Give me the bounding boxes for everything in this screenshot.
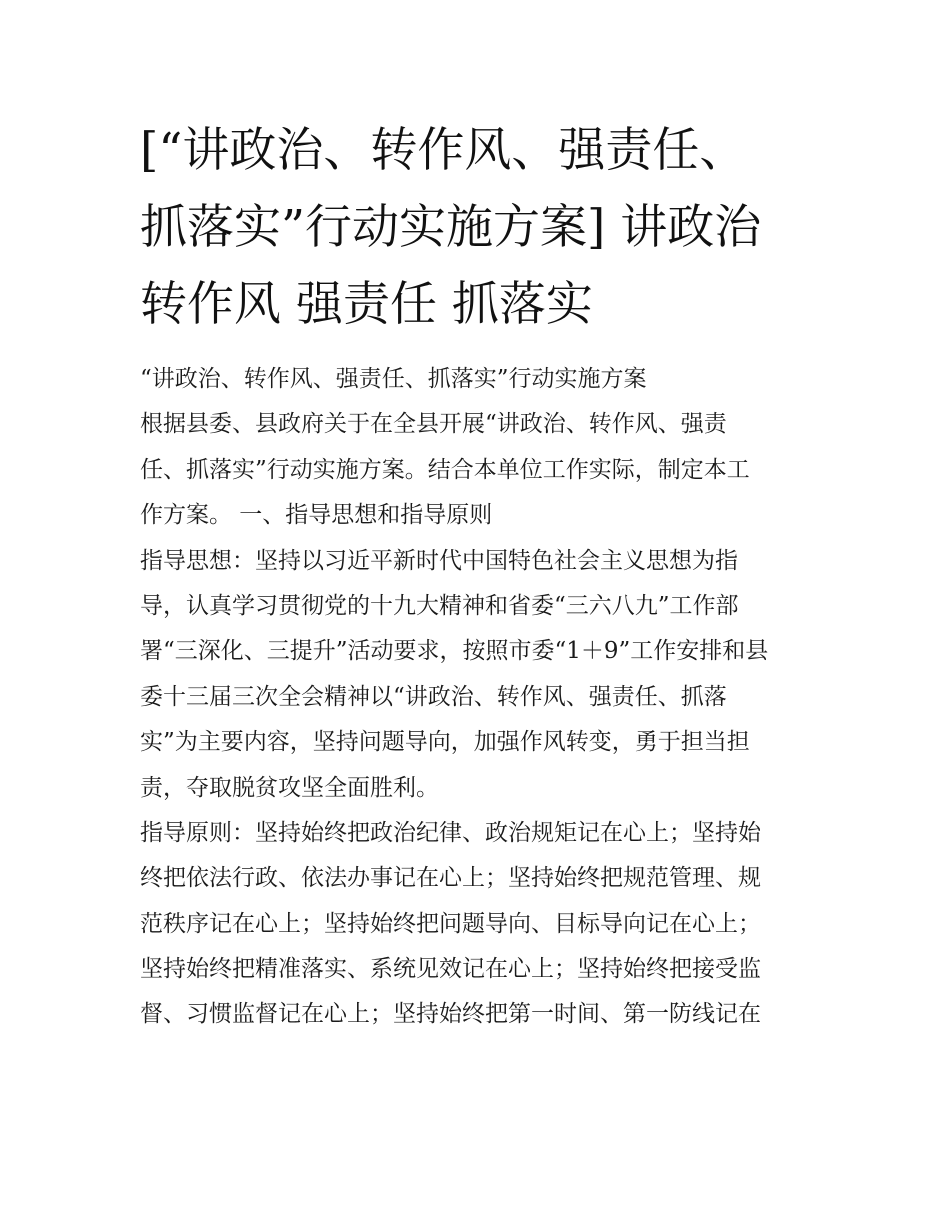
body-line: 作方案。 一、指导思想和指导原则 [140, 502, 493, 529]
title-line: 转作风 强责任 抓落实 [140, 277, 593, 332]
body-line: 任、抓落实”行动实施方案。结合本单位工作实际，制定本工 [140, 456, 750, 483]
document-body [140, 357, 820, 1038]
body-line: 委十三届三次全会精神以“讲政治、转作风、强责任、抓落 [140, 683, 727, 710]
body-line: 督、习惯监督记在心上；坚持始终把第一时间、第一防线记在 [140, 1001, 761, 1028]
body-line: 指导思想：坚持以习近平新时代中国特色社会主义思想为指 [140, 547, 738, 574]
body-line: 范秩序记在心上；坚持始终把问题导向、目标导向记在心上； [140, 910, 761, 937]
body-line: 根据县委、县政府关于在全县开展“讲政治、转作风、强责 [140, 411, 727, 438]
body-line: 责，夺取脱贫攻坚全面胜利。 [140, 774, 439, 801]
title-line: 抓落实”行动实施方案] 讲政治 [140, 200, 762, 255]
body-line: 终把依法行政、依法办事记在心上；坚持始终把规范管理、规 [140, 865, 761, 892]
title-line: [“讲政治、转作风、强责任、 [140, 123, 747, 178]
body-line: “讲政治、转作风、强责任、抓落实”行动实施方案 [140, 366, 647, 392]
body-line: 指导原则：坚持始终把政治纪律、政治规矩记在心上；坚持始 [140, 819, 761, 846]
body-line: 坚持始终把精准落实、系统见效记在心上；坚持始终把接受监 [140, 956, 761, 983]
body-line: 实”为主要内容，坚持问题导向，加强作风转变，勇于担当担 [140, 729, 750, 756]
body-line: 导，认真学习贯彻党的十九大精神和省委“三六八九”工作部 [140, 592, 739, 619]
document-title [140, 112, 820, 343]
body-line: 署“三深化、三提升”活动要求，按照市委“1＋9”工作安排和县 [140, 638, 769, 665]
